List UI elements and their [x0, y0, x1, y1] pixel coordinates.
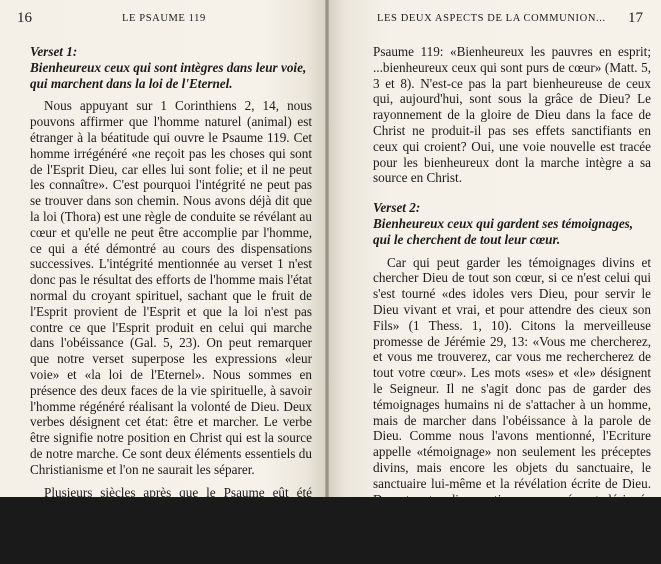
left-page	[0, 0, 325, 563]
left-paragraph-1: Nous appuyant sur 1 Corinthiens 2, 14, nous pouvons affirmer que l'homme naturel (animal) est étranger à la béatitude qui ouvre le Psaume 119. Cet homme irrégénéré «ne reçoit pas les choses qui sont de l'Esprit Dieu, car elles lui sont folie; et il ne peut les connaître». C'est pourquoi l'intégrité ne peut pas se trouver dans son chemin. Nous avons déjà dit que la loi (Thora) est une règle de conduite se révélant au cœur et qu'elle ne peut être accomplie par l'homme, ce qui a été démontré au cours des dispensations successives. L'intégrité mentionnée au verset 1 n'est donc pas le résultat des efforts de l'homme mais l'état normal du croyant spirituel, sachant que le fruit de l'Esprit provient de l'Esprit et que la loi n'est pas contre ce que l'Esprit produit en celui qui marche dans l'obéissance (Gal. 5, 23). On peut remarquer que notre verset superpose les expressions «leur voie» et «la loi de l'Eternel». Nous sommes en présence des deux faces de la vie spirituelle, à savoir l'homme régénéré réalisant la volonté de Dieu. Deux verbes désignent cet état: être et marcher. Le verbe être signifie notre position en Christ qui est la source de notre marche. Ce sont deux éléments essentiels du Christianisme et l'on ne saurait les séparer.	[30, 98, 312, 477]
verse-2-text: Bienheureux ceux qui gardent ses témoignages, qui le cherchent de tout leur cœur.	[373, 215, 634, 247]
left-running-head: LE PSAUME 119	[122, 13, 206, 24]
right-page	[329, 0, 661, 554]
verse-1-label: Verset 1:	[30, 44, 78, 59]
left-paragraph-2: Plusieurs siècles après que le Psaume eût été prononcé, la voix de Celui qui inspira le psalmiste s'est fait entendre sur les collines d'Israël, révélant le secret de l'intégrité dont il est question au premier verset du	[30, 484, 312, 563]
verse-2-label: Verset 2:	[373, 200, 421, 216]
left-page-number: 16	[17, 10, 32, 26]
verse-1-heading	[30, 44, 312, 91]
right-continuation-paragraph: Psaume 119: «Bienheureux les pauvres en esprit; ...bienheureux ceux qui sont purs de cœur» (Matt. 5, 3 et 8). N'est-ce pas la part bienheureuse de ceux qui, aujourd'hui, sont sous la grâce de Dieu? Le rayonnement de la gloire de Dieu dans la face de Christ ne produit-il pas ses effets sanctifiants en ceux qui croient? Oui, une voie nouvelle est tracée pour les bienheureux dont la marche intègre a sa source en Christ.	[373, 44, 651, 186]
left-text-column	[30, 44, 312, 564]
right-running-head: LES DEUX ASPECTS DE LA COMMUNION...	[377, 13, 606, 24]
verse-1-text: Bienheureux ceux qui sont intègres dans leur voie, qui marchent dans la loi de l'Eternel.	[30, 59, 307, 91]
right-paragraph-1: Car qui peut garder les témoignages divins et chercher Dieu de tout son cœur, si ce n'est celui qui s'est tourné «des idoles vers Dieu, pour servir le Dieu vivant et vrai, et pour attendre des cieux son Fils» (1 Thess. 1, 10). Citons la merveilleuse promesse de Jérémie 29, 13: «Vous me chercherez, et vous me trouverez, car vous me rechercherez de tout votre cœur». Les mots «ses» et «le» désignent le Seigneur. Il ne s'agit donc pas de garder des témoignages humains ni de s'attacher à un homme, mais de marcher dans l'obéissance à la parole de Dieu. Comme nous l'avons mentionné, l'Ecriture appelle «témoignage» non seulement les préceptes divins, mais encore les objets du sanctuaire, le sanctuaire lui-même et la révélation écrite de Dieu. Durant notre dispensation communément désignée par l'expression «dispensation de l'Eglise», nous avons à garder tout le dépôt du Christianisme, savoir Christ et Son Assemblée. Aussi celui	[373, 254, 651, 554]
right-page-number: 17	[628, 10, 643, 26]
right-text-column	[373, 44, 651, 555]
verse-2-heading	[373, 200, 651, 247]
